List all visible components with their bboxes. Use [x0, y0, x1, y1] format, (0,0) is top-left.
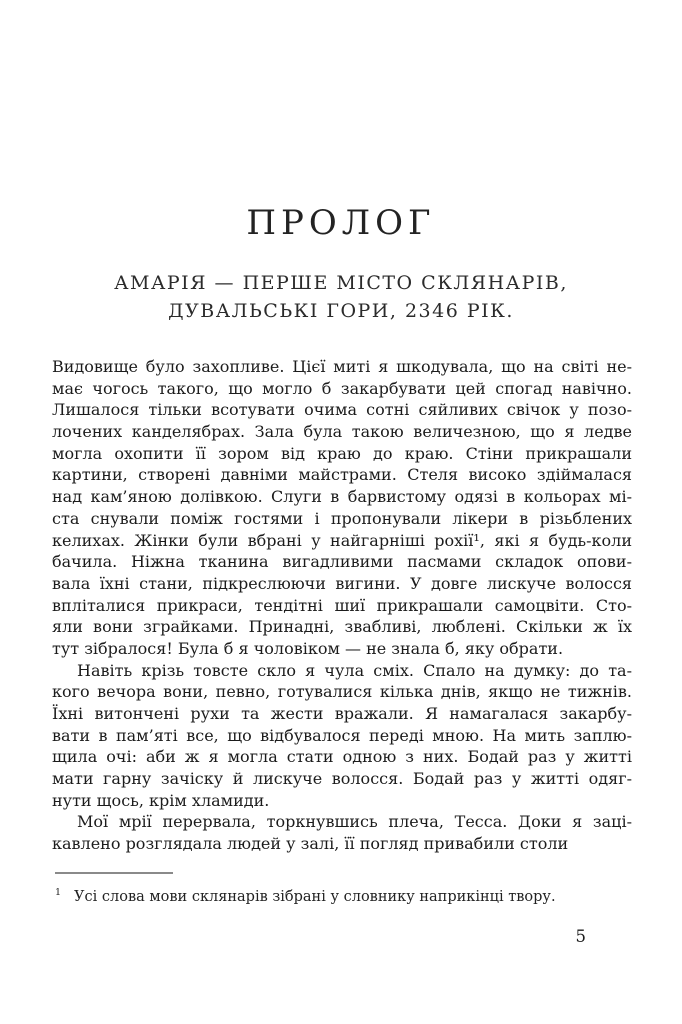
text-line: Лишалося тільки всотувати очима сотні сяйливих свічок у позо-: [52, 400, 632, 420]
chapter-subtitle: [0, 269, 682, 325]
text-line: має чогось такого, що могло б закарбувати цей спогад навічно.: [52, 378, 632, 398]
text-line: кого вечора вони, певно, готувалися кілька днів, якщо не тижнів.: [52, 682, 632, 702]
text-line: Їхні витончені рухи та жести вражали. Я намагалася закарбу-: [52, 704, 632, 723]
text-line: могла охопити її зором від краю до краю. Стіни прикрашали: [52, 443, 632, 463]
text-line: Видовище було захопливе. Цієї миті я шкодувала, що на світі не-: [52, 357, 632, 376]
footnote-text: Усі слова мови склянарів зібрані у словнику наприкінці твору.: [74, 889, 556, 905]
chapter-subtitle-line-1: АМАРІЯ — ПЕРШЕ МІСТО СКЛЯНАРІВ,: [114, 272, 568, 294]
body-text: [52, 356, 632, 855]
footnote: [55, 883, 630, 907]
text-line: яли вони зграйками. Принадні, звабливі, люблені. Скільки ж їх: [52, 617, 632, 637]
text-line: вати в пам’яті все, що відбувалося переді мною. На мить заплю-: [52, 725, 632, 745]
page-number: 5: [575, 927, 586, 946]
text-line: Навіть крізь товсте скло я чула сміх. Спало на думку: до та-: [77, 660, 632, 680]
text-line: бачила. Ніжна тканина вигадливими пасмами складок опови-: [52, 552, 632, 572]
text-line: кавлено розглядала людей у залі, її погляд привабили столи: [52, 834, 569, 854]
text-line: картини, створені давніми майстрами. Стеля високо здіймалася: [52, 465, 632, 485]
chapter-subtitle-line-2: ДУВАЛЬСЬКІ ГОРИ, 2346 РІК.: [168, 300, 514, 322]
chapter-title: ПРОЛОГ: [246, 203, 436, 243]
text-line: Мої мрії перервала, торкнувшись плеча, Тесса. Доки я заці-: [77, 812, 632, 832]
text-line: ста снували поміж гостями і пропонували лікери в різьблених: [52, 508, 632, 528]
footnote-marker: 1: [55, 887, 62, 898]
text-line: над кам’яною долівкою. Слуги в барвистому одязі в кольорах мі-: [52, 487, 632, 507]
footnote-divider: [55, 872, 173, 874]
text-line: мати гарну зачіску й лискуче волосся. Бодай раз у житті одяг-: [52, 769, 632, 789]
text-line: келихах. Жінки були вбрані у найгарніші рохії¹, які я будь-коли: [52, 530, 632, 550]
text-line: щила очі: аби ж я могла стати одною з них. Бодай раз у житті: [52, 747, 632, 767]
text-line: нути щось, крім хламиди.: [52, 790, 270, 810]
text-line: лочених канделябрах. Зала була такою величезною, що я ледве: [52, 422, 632, 442]
text-line: вала їхні стани, підкреслюючи вигини. У довге лискуче волосся: [52, 573, 632, 593]
text-line: впліталися прикраси, тендітні шиї прикрашали самоцвіти. Сто-: [52, 595, 632, 615]
text-line: тут зібралося! Була б я чоловіком — не знала б, яку обрати.: [52, 638, 564, 658]
